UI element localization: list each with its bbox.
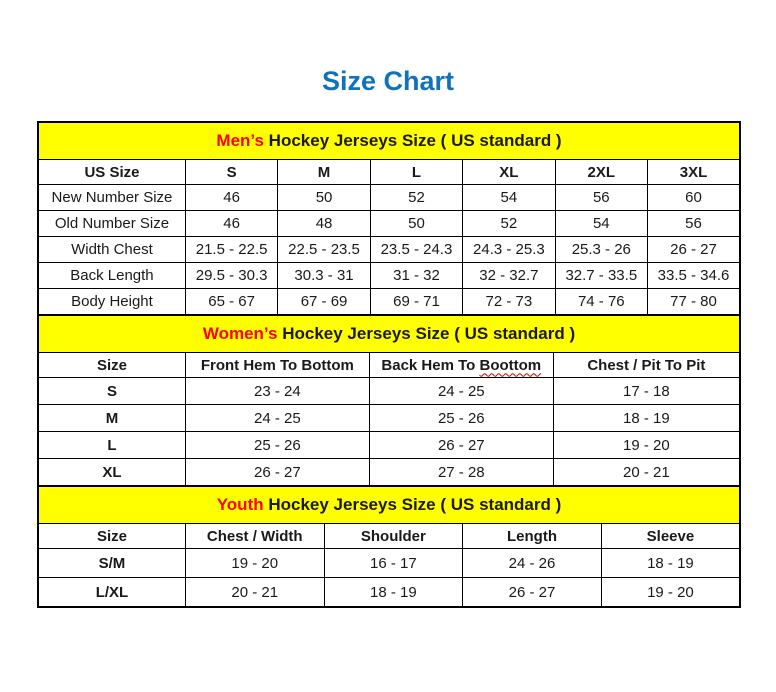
size-value-cell: 22.5 - 23.5 xyxy=(278,237,370,263)
size-value-cell: 67 - 69 xyxy=(278,289,370,316)
size-value-cell: 54 xyxy=(555,211,647,237)
size-value-cell: 32.7 - 33.5 xyxy=(555,263,647,289)
size-value-cell: 52 xyxy=(370,185,462,211)
size-value-cell: 50 xyxy=(370,211,462,237)
womens-title-rest: Hockey Jerseys Size ( US standard ) xyxy=(277,324,576,343)
size-value-cell: 56 xyxy=(648,211,740,237)
size-value-cell: 18 - 19 xyxy=(553,405,740,432)
table-row xyxy=(38,263,740,289)
row-label-cell: M xyxy=(38,405,185,432)
size-value-cell: 26 - 27 xyxy=(369,432,553,459)
size-value-cell: 24 - 25 xyxy=(185,405,369,432)
column-header-cell: S xyxy=(185,160,277,185)
youth-title-rest: Hockey Jerseys Size ( US standard ) xyxy=(263,495,562,514)
youth-header-row xyxy=(38,524,740,549)
mens-title-rest: Hockey Jerseys Size ( US standard ) xyxy=(263,131,562,150)
table-row xyxy=(38,237,740,263)
womens-title-highlight: Women’s xyxy=(202,324,278,343)
size-value-cell: 30.3 - 31 xyxy=(278,263,370,289)
size-chart-tables xyxy=(37,121,741,608)
table-row xyxy=(38,578,740,608)
size-value-cell: 32 - 32.7 xyxy=(463,263,555,289)
page-title: Size Chart xyxy=(321,66,455,96)
size-value-cell: 25 - 26 xyxy=(369,405,553,432)
column-header-cell: Shoulder xyxy=(324,524,463,549)
column-header-cell: Size xyxy=(38,353,185,378)
row-label-cell: S xyxy=(38,378,185,405)
row-label-cell: New Number Size xyxy=(38,185,185,211)
column-header-cell: 2XL xyxy=(555,160,647,185)
row-label-cell: Old Number Size xyxy=(38,211,185,237)
column-header-cell: Sleeve xyxy=(601,524,740,549)
size-value-cell: 69 - 71 xyxy=(370,289,462,316)
size-value-cell: 29.5 - 30.3 xyxy=(185,263,277,289)
size-value-cell: 19 - 20 xyxy=(601,578,740,608)
size-value-cell: 17 - 18 xyxy=(553,378,740,405)
column-header-cell: 3XL xyxy=(648,160,740,185)
table-row xyxy=(38,549,740,578)
size-value-cell: 52 xyxy=(463,211,555,237)
size-value-cell: 19 - 20 xyxy=(553,432,740,459)
size-value-cell: 25 - 26 xyxy=(185,432,369,459)
size-value-cell: 18 - 19 xyxy=(601,549,740,578)
table-row xyxy=(38,459,740,487)
column-header-cell: L xyxy=(370,160,462,185)
size-value-cell: 33.5 - 34.6 xyxy=(648,263,740,289)
table-row xyxy=(38,289,740,316)
size-value-cell: 26 - 27 xyxy=(463,578,602,608)
row-label-cell: L/XL xyxy=(38,578,185,608)
size-value-cell: 23.5 - 24.3 xyxy=(370,237,462,263)
table-row xyxy=(38,211,740,237)
column-header-cell: XL xyxy=(463,160,555,185)
size-value-cell: 24.3 - 25.3 xyxy=(463,237,555,263)
size-value-cell: 54 xyxy=(463,185,555,211)
size-value-cell: 60 xyxy=(648,185,740,211)
mens-header-row xyxy=(38,160,740,185)
column-header-cell: Size xyxy=(38,524,185,549)
column-header-cell: M xyxy=(278,160,370,185)
spellcheck-squiggle-word: Boottom xyxy=(479,356,542,374)
table-row xyxy=(38,185,740,211)
column-header-cell: Chest / Width xyxy=(185,524,324,549)
size-value-cell: 16 - 17 xyxy=(324,549,463,578)
size-value-cell: 72 - 73 xyxy=(463,289,555,316)
column-header-cell: Length xyxy=(463,524,602,549)
row-label-cell: Width Chest xyxy=(38,237,185,263)
size-value-cell: 23 - 24 xyxy=(185,378,369,405)
column-header-cell: Front Hem To Bottom xyxy=(185,353,369,378)
table-row xyxy=(38,405,740,432)
youth-title-highlight: Youth xyxy=(216,495,264,514)
youth-size-table xyxy=(37,485,741,608)
size-value-cell: 46 xyxy=(185,211,277,237)
mens-size-table xyxy=(37,121,741,316)
column-header-cell-misspelled xyxy=(369,353,553,378)
size-value-cell: 27 - 28 xyxy=(369,459,553,487)
table-row xyxy=(38,378,740,405)
size-value-cell: 18 - 19 xyxy=(324,578,463,608)
column-header-cell: Chest / Pit To Pit xyxy=(553,353,740,378)
size-value-cell: 20 - 21 xyxy=(553,459,740,487)
mens-section-title xyxy=(38,122,740,160)
mens-section-band xyxy=(38,122,740,160)
size-value-cell: 65 - 67 xyxy=(185,289,277,316)
size-value-cell: 24 - 25 xyxy=(369,378,553,405)
youth-section-title xyxy=(38,486,740,524)
mens-title-highlight: Men’s xyxy=(216,131,264,150)
womens-size-table xyxy=(37,314,741,487)
size-value-cell: 50 xyxy=(278,185,370,211)
size-value-cell: 31 - 32 xyxy=(370,263,462,289)
womens-section-title xyxy=(38,315,740,353)
size-value-cell: 74 - 76 xyxy=(555,289,647,316)
row-label-cell: Body Height xyxy=(38,289,185,316)
youth-section-band xyxy=(38,486,740,524)
row-label-cell: S/M xyxy=(38,549,185,578)
column-header-cell: US Size xyxy=(38,160,185,185)
size-value-cell: 20 - 21 xyxy=(185,578,324,608)
size-value-cell: 77 - 80 xyxy=(648,289,740,316)
size-value-cell: 48 xyxy=(278,211,370,237)
size-value-cell: 56 xyxy=(555,185,647,211)
row-label-cell: XL xyxy=(38,459,185,487)
size-value-cell: 24 - 26 xyxy=(463,549,602,578)
size-value-cell: 21.5 - 22.5 xyxy=(185,237,277,263)
size-value-cell: 19 - 20 xyxy=(185,549,324,578)
size-value-cell: 26 - 27 xyxy=(648,237,740,263)
size-value-cell: 46 xyxy=(185,185,277,211)
back-hem-prefix: Back Hem To xyxy=(381,356,480,374)
row-label-cell: Back Length xyxy=(38,263,185,289)
womens-header-row xyxy=(38,353,740,378)
size-value-cell: 26 - 27 xyxy=(185,459,369,487)
size-value-cell: 25.3 - 26 xyxy=(555,237,647,263)
row-label-cell: L xyxy=(38,432,185,459)
table-row xyxy=(38,432,740,459)
womens-section-band xyxy=(38,315,740,353)
